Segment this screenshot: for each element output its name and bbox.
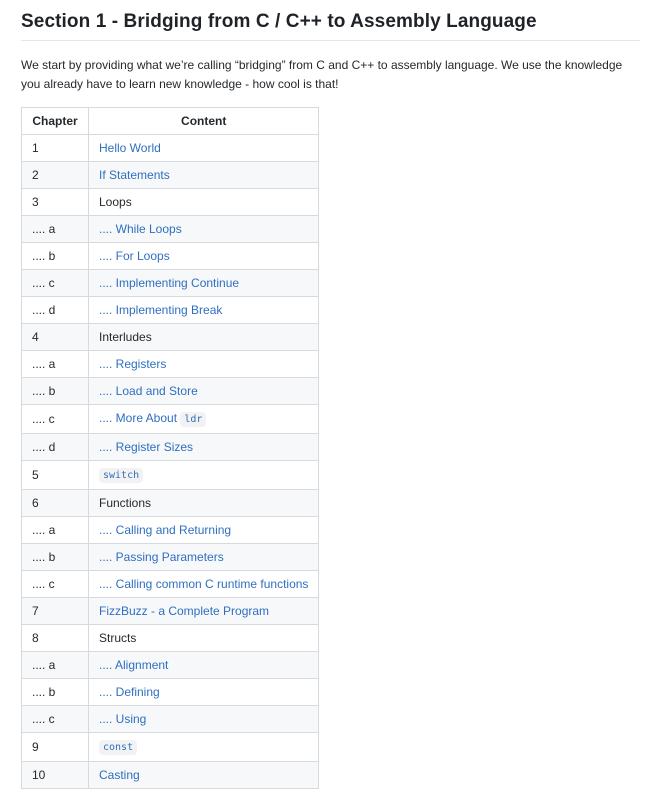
table-row [22,162,319,189]
table-row [22,625,319,652]
content-link[interactable] [99,739,137,753]
chapter-cell: 10 [22,762,89,789]
content-cell [89,461,319,490]
content-link[interactable]: .... Register Sizes [99,440,194,454]
content-link[interactable]: If Statements [99,168,170,182]
table-row [22,461,319,490]
table-row [22,706,319,733]
chapter-cell: 3 [22,189,89,216]
chapter-cell: .... c [22,405,89,434]
intro-paragraph: We start by providing what we’re calling “bridging” from C and C++ to assembly language. We use the knowledge you already have to learn new knowledge - how cool is that! [21,58,623,91]
table-row [22,189,319,216]
content-link[interactable]: .... While Loops [99,222,182,236]
content-cell [89,679,319,706]
content-cell [89,216,319,243]
table-row [22,544,319,571]
table-row [22,351,319,378]
page-title: Section 1 - Bridging from C / C++ to Assembly Language [21,11,640,41]
content-cell [89,297,319,324]
table-row [22,297,319,324]
table-row [22,378,319,405]
content-link[interactable]: .... Calling and Returning [99,523,232,537]
chapter-cell: .... a [22,517,89,544]
content-cell [89,324,319,351]
content-link[interactable]: Casting [99,768,140,782]
chapter-cell: 4 [22,324,89,351]
content-link[interactable]: .... Implementing Break [99,303,223,317]
content-cell [89,243,319,270]
chapter-cell: .... a [22,216,89,243]
chapter-cell: 5 [22,461,89,490]
chapter-cell: .... a [22,652,89,679]
content-link[interactable]: .... Defining [99,685,160,699]
table-row [22,517,319,544]
table-row [22,652,319,679]
content-cell [89,544,319,571]
content-cell [89,405,319,434]
content-cell [89,706,319,733]
content-link[interactable]: .... Alignment [99,658,169,672]
content-cell [89,598,319,625]
content-link[interactable]: .... Registers [99,357,167,371]
chapter-cell: 9 [22,733,89,762]
content-link[interactable]: FizzBuzz - a Complete Program [99,604,270,618]
content-cell [89,378,319,405]
content-cell [89,135,319,162]
content-link[interactable]: .... Calling common C runtime functions [99,577,309,591]
content-text: Loops [99,195,132,209]
content-cell [89,189,319,216]
column-header-chapter: Chapter [22,108,89,135]
content-cell [89,270,319,297]
chapter-cell: 2 [22,162,89,189]
chapter-cell: .... c [22,571,89,598]
content-cell [89,733,319,762]
inline-code: const [99,740,137,755]
chapter-cell: .... b [22,243,89,270]
chapter-cell: 7 [22,598,89,625]
chapter-cell: .... d [22,434,89,461]
chapter-cell: .... c [22,706,89,733]
content-cell [89,162,319,189]
chapter-cell: .... a [22,351,89,378]
chapter-cell: .... b [22,378,89,405]
table-row [22,762,319,789]
column-header-content: Content [89,108,319,135]
content-cell [89,351,319,378]
content-cell [89,762,319,789]
content-cell [89,517,319,544]
content-link[interactable]: Hello World [99,141,161,155]
content-link[interactable]: .... More About ldr [99,411,206,425]
content-link[interactable]: .... Using [99,712,147,726]
table-row [22,405,319,434]
table-row [22,598,319,625]
table-row [22,216,319,243]
content-cell [89,434,319,461]
table-row [22,679,319,706]
table-header-row [22,108,319,135]
chapter-cell: .... b [22,544,89,571]
content-cell [89,652,319,679]
content-link[interactable]: .... For Loops [99,249,170,263]
table-row [22,571,319,598]
table-row [22,490,319,517]
content-text: Interludes [99,330,152,344]
table-row [22,434,319,461]
content-link[interactable] [99,467,143,481]
chapter-cell: 8 [22,625,89,652]
content-link[interactable]: .... Load and Store [99,384,198,398]
content-cell [89,490,319,517]
chapters-table [21,107,319,789]
content-link[interactable]: .... Implementing Continue [99,276,240,290]
content-link[interactable]: .... Passing Parameters [99,550,224,564]
content-cell [89,571,319,598]
chapter-cell: 1 [22,135,89,162]
chapter-cell: .... b [22,679,89,706]
chapter-cell: 6 [22,490,89,517]
inline-code: switch [99,468,143,483]
table-row [22,135,319,162]
inline-code: ldr [180,412,206,427]
chapter-cell: .... d [22,297,89,324]
content-cell [89,625,319,652]
chapter-cell: .... c [22,270,89,297]
content-text: Structs [99,631,137,645]
table-row [22,270,319,297]
table-row [22,243,319,270]
table-row [22,733,319,762]
table-row [22,324,319,351]
content-text: Functions [99,496,152,510]
